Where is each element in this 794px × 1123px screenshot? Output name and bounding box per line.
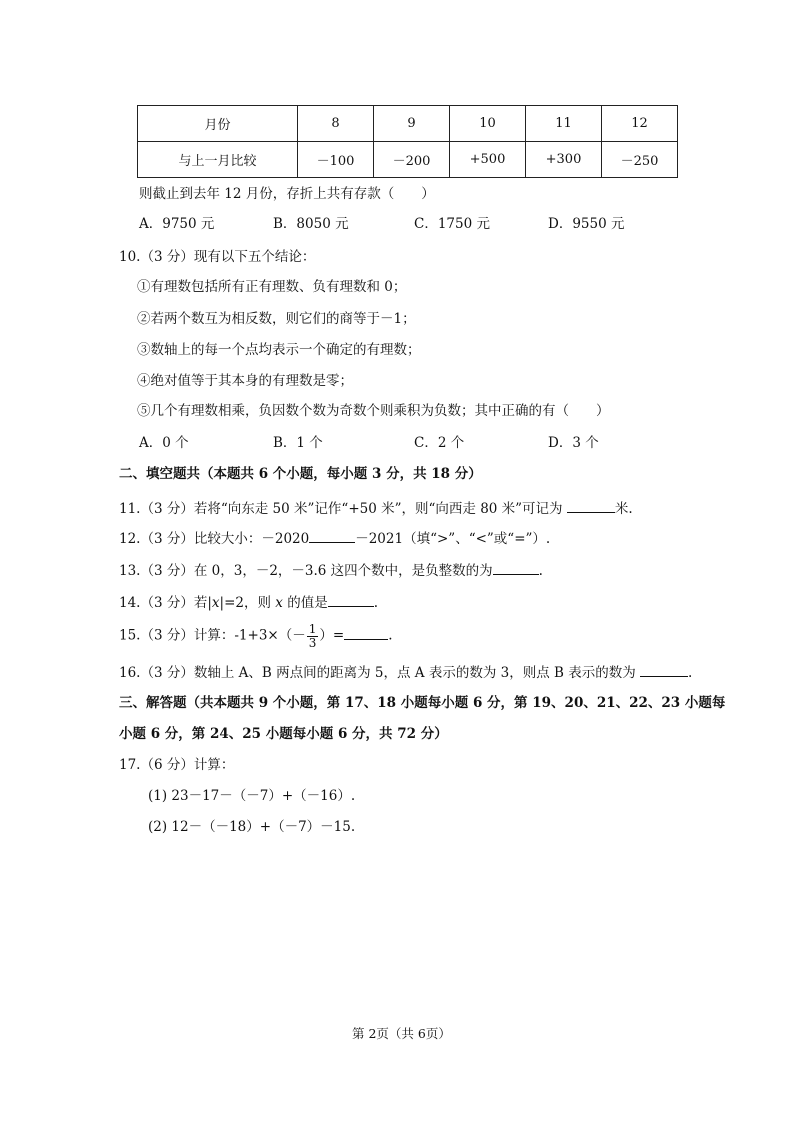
q15-tail: . (388, 627, 393, 644)
q10-item: ③数轴上的每一个点均表示一个确定的有理数； (137, 342, 421, 358)
q14-post: 的值是 (282, 595, 328, 611)
section-2-heading: 二、填空题共（本题共 6 个小题，每小题 3 分，共 18 分） (119, 466, 482, 482)
table-cell: 10 (450, 106, 526, 142)
q14-var: x (275, 595, 283, 611)
q9-option-a: A．9750 元 (139, 216, 215, 232)
table-cell: +500 (450, 142, 526, 178)
answer-blank (309, 530, 355, 543)
q10-option-b: B．1 个 (273, 435, 323, 451)
answer-blank (493, 562, 539, 575)
q12 (119, 530, 550, 547)
q9-option-b: B．8050 元 (273, 216, 349, 232)
q17-part-2: (2) 12－（－18）+（－7）－15. (148, 819, 356, 835)
q13-text: 13.（3 分）在 0，3，－2，－3.6 这四个数中，是负整数的为 (119, 563, 493, 579)
section-3-heading-line2: 小题 6 分，第 24、25 小题每小题 6 分，共 72 分） (119, 726, 448, 742)
q10-item: ④绝对值等于其本身的有理数是零； (137, 373, 353, 389)
table-row-changes (138, 142, 678, 178)
q14-mid: =2，则 (224, 595, 276, 611)
q17-stem: 17.（6 分）计算： (119, 757, 235, 773)
q14 (119, 594, 378, 611)
section-3-heading-line1: 三、解答题（共本题共 9 个小题，第 17、18 小题每小题 6 分，第 19、20、21、22、23 小题每 (119, 695, 726, 711)
fraction (307, 623, 319, 649)
q9-option-c: C．1750 元 (414, 216, 490, 232)
q10-option-d: D．3 个 (548, 435, 599, 451)
table-cell: +300 (526, 142, 602, 178)
q14-tail: . (373, 595, 378, 611)
answer-blank (640, 664, 688, 677)
table-cell: 9 (374, 106, 450, 142)
q15-expr: -1+3×（ (234, 627, 293, 644)
q16 (119, 664, 692, 681)
q15-pre: 15.（3 分）计算： (119, 627, 235, 644)
q15-close: ）= (319, 627, 345, 644)
table-cell: 11 (526, 106, 602, 142)
q17-part-1: (1) 23－17－（－7）+（－16）. (148, 788, 356, 804)
q10-item: ①有理数包括所有正有理数、负有理数和 0； (137, 279, 407, 295)
table-cell: 12 (602, 106, 678, 142)
q16-text: 16.（3 分）数轴上 A、B 两点间的距离为 5，点 A 表示的数为 3，则点 B 表示的数为 (119, 665, 640, 681)
answer-blank (344, 627, 388, 640)
table-cell: 与上一月比较 (138, 142, 298, 178)
q9-question: 则截止到去年 12 月份，存折上共有存款（ ） (139, 186, 435, 202)
q11-tail: 米. (614, 501, 633, 517)
q14-pre: 14.（3 分）若 (119, 595, 208, 611)
q10-option-c: C．2 个 (414, 435, 465, 451)
q13 (119, 562, 543, 579)
q14-abs: |x| (207, 595, 225, 611)
q13-tail: . (538, 563, 543, 579)
q11-text: 11.（3 分）若将“向东走 50 米”记作“+50 米”，则“向西走 80 米”可记为 (119, 501, 567, 517)
table-cell: 8 (298, 106, 374, 142)
page-footer: 第 2页（共 6页） (352, 1026, 451, 1041)
monthly-change-table (137, 105, 678, 178)
q10-item: ⑤几个有理数相乘，负因数个数为奇数个则乘积为负数；其中正确的有（ ） (137, 403, 610, 419)
fraction-numerator: 1 (308, 622, 317, 636)
table-cell: －100 (298, 142, 374, 178)
q16-tail: . (688, 665, 693, 681)
q12-text: 12.（3 分）比较大小：－2020 (119, 531, 310, 547)
q10-item: ②若两个数互为相反数，则它们的商等于－1； (137, 311, 416, 327)
answer-blank (567, 500, 615, 513)
q9-option-d: D．9550 元 (548, 216, 625, 232)
q11 (119, 500, 633, 517)
q12-mid: －2021（填“>”、“<”或“=”）. (355, 531, 551, 547)
fraction-denominator: 3 (308, 635, 317, 650)
q10-stem: 10.（3 分）现有以下五个结论： (119, 249, 316, 265)
table-row-months (138, 106, 678, 142)
q15 (119, 623, 392, 649)
table-cell: －200 (374, 142, 450, 178)
q10-option-a: A．0 个 (139, 435, 189, 451)
q15-minus: － (292, 627, 306, 644)
table-cell: 月份 (138, 106, 298, 142)
table-cell: －250 (602, 142, 678, 178)
answer-blank (328, 594, 374, 607)
